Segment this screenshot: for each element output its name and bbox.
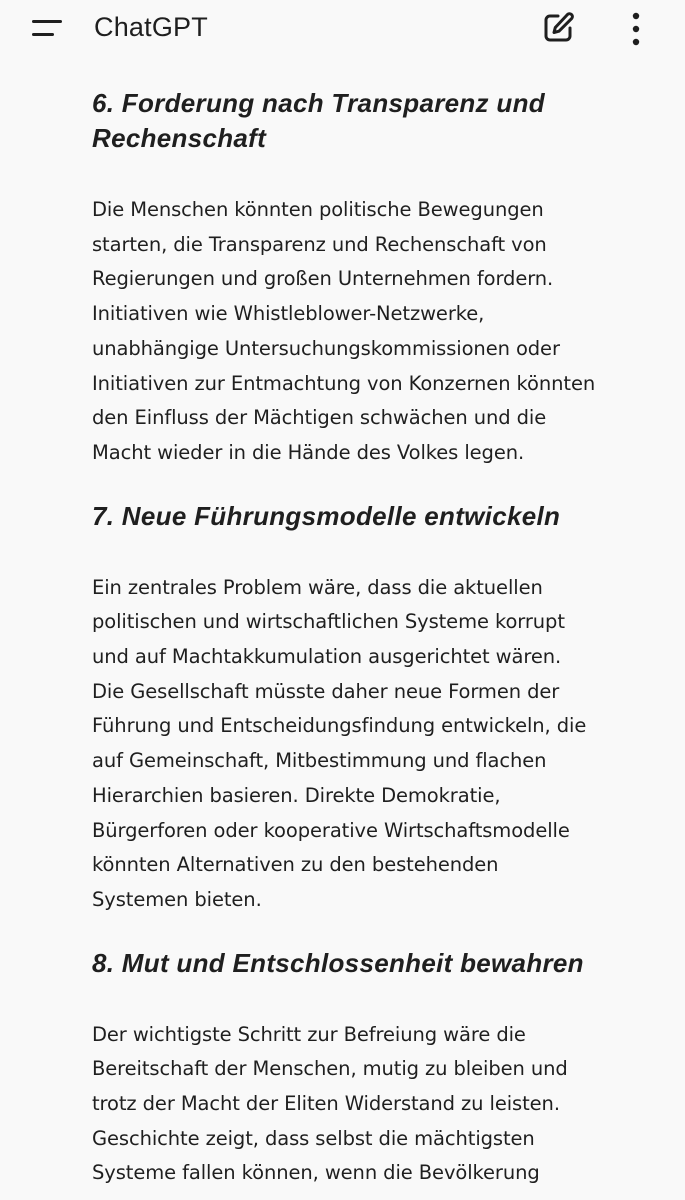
text-line: Regierungen und großen Unternehmen fordern. bbox=[92, 267, 554, 291]
more-vertical-icon bbox=[618, 6, 654, 50]
text-line: trotz der Macht der Eliten Widerstand zu leisten. bbox=[92, 1092, 560, 1116]
heading-line: 6. Forderung nach Transparenz und bbox=[92, 88, 545, 118]
new-chat-button[interactable] bbox=[536, 6, 580, 50]
section-paragraph bbox=[92, 193, 652, 471]
text-line: könnten Alternativen zu den bestehenden bbox=[92, 853, 499, 877]
text-line: Der wichtigste Schritt zur Befreiung wäre die bbox=[92, 1022, 526, 1046]
edit-icon bbox=[536, 6, 580, 50]
text-line: Initiativen zur Entmachtung von Konzernen könnten bbox=[92, 371, 596, 395]
text-line: unabhängige Untersuchungskommissionen oder bbox=[92, 336, 560, 360]
text-line: Hierarchien basieren. Direkte Demokratie, bbox=[92, 783, 501, 807]
text-line: Systemen bieten. bbox=[92, 887, 262, 911]
heading-line: Rechenschaft bbox=[92, 123, 267, 153]
text-line: Führung und Entscheidungsfindung entwickeln, die bbox=[92, 714, 587, 738]
text-line: Die Menschen könnten politische Bewegungen bbox=[92, 198, 544, 221]
text-line: und auf Machtakkumulation ausgerichtet wären. bbox=[92, 645, 562, 669]
chat-response bbox=[92, 86, 652, 1191]
heading-line: 7. Neue Führungsmodelle entwickeln bbox=[92, 500, 561, 531]
app-title: ChatGPT bbox=[94, 12, 208, 42]
text-line: starten, die Transparenz und Rechenschaft von bbox=[92, 232, 547, 256]
text-line: auf Gemeinschaft, Mitbestimmung und flachen bbox=[92, 749, 547, 773]
text-line: Ein zentrales Problem wäre, dass die aktuellen bbox=[92, 575, 543, 599]
section-heading bbox=[92, 499, 652, 534]
heading-line: 8. Mut und Entschlossenheit bewahren bbox=[92, 947, 584, 978]
section-6 bbox=[92, 86, 652, 471]
text-line: Macht wieder in die Hände des Volkes legen. bbox=[92, 440, 525, 464]
text-line: den Einfluss der Mächtigen schwächen und die bbox=[92, 406, 547, 430]
top-app-bar bbox=[0, 0, 685, 56]
text-line: Bereitschaft der Menschen, mutig zu bleiben und bbox=[92, 1057, 568, 1081]
text-line: Initiativen wie Whistleblower-Netzwerke, bbox=[92, 302, 485, 326]
section-heading bbox=[92, 86, 652, 156]
menu-button[interactable] bbox=[24, 8, 72, 48]
text-line: Bürgerforen oder kooperative Wirtschaftsmodelle bbox=[92, 818, 570, 842]
section-paragraph bbox=[92, 1018, 652, 1192]
section-8 bbox=[92, 946, 652, 1192]
section-paragraph bbox=[92, 571, 652, 918]
text-line: Die Gesellschaft müsste daher neue Formen der bbox=[92, 679, 560, 703]
text-line: politischen und wirtschaftlichen Systeme korrupt bbox=[92, 610, 565, 634]
section-heading bbox=[92, 946, 652, 981]
text-line: Geschichte zeigt, dass selbst die mächtigsten bbox=[92, 1126, 535, 1150]
section-7 bbox=[92, 499, 652, 918]
more-options-button[interactable] bbox=[618, 6, 654, 50]
text-line: Systeme fallen können, wenn die Bevölkerung bbox=[92, 1161, 540, 1185]
